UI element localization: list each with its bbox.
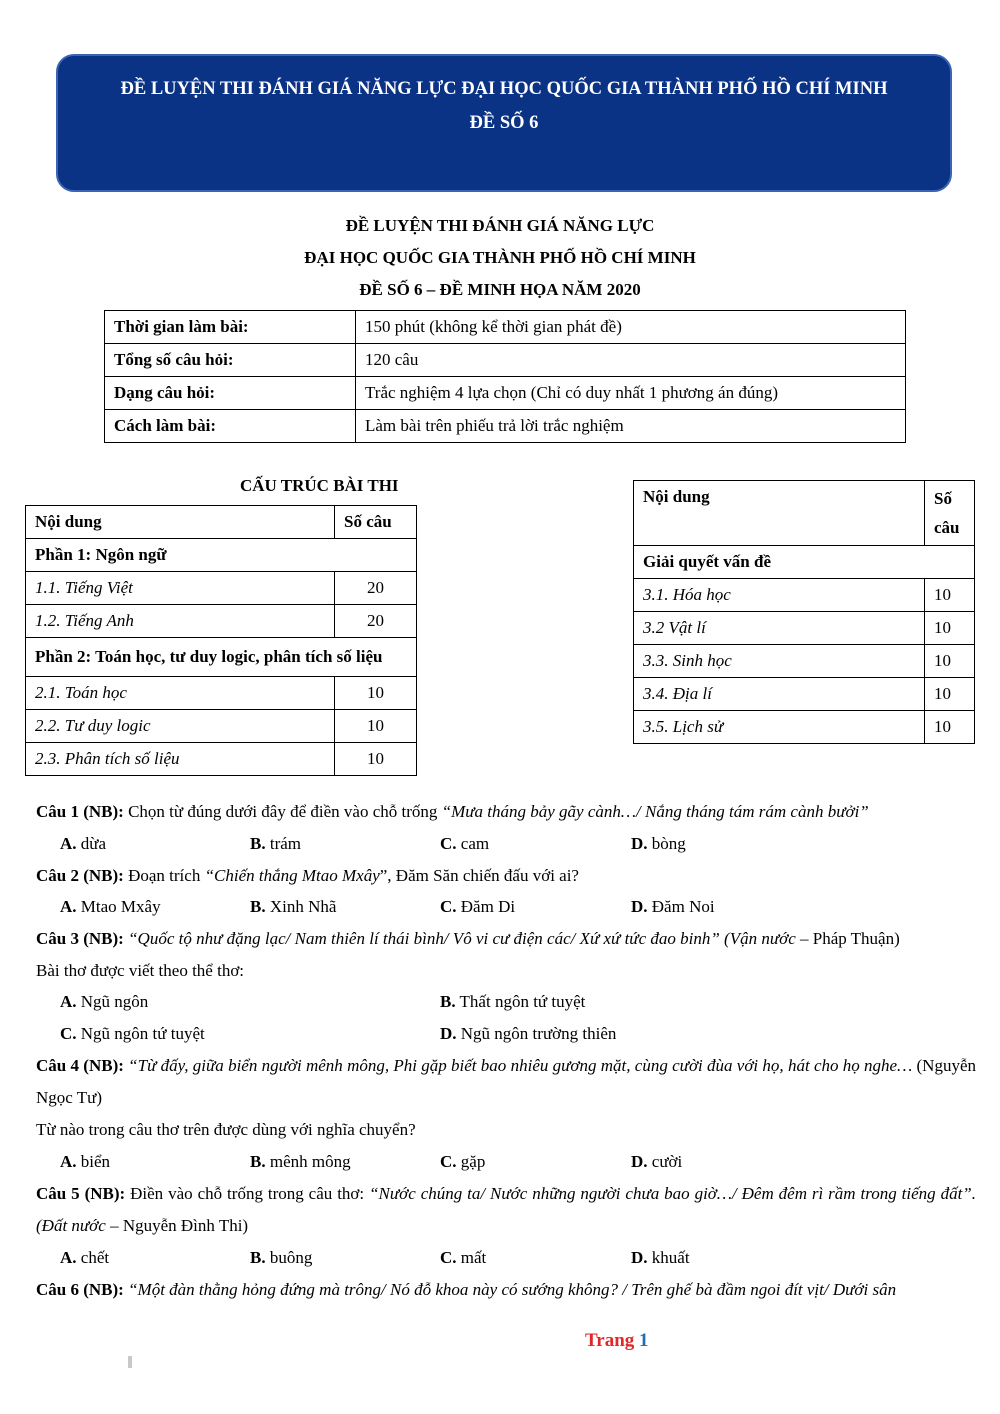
question-1-options — [60, 828, 960, 860]
question-quote: “Chiến thắng Mtao Mxây — [204, 866, 380, 885]
scan-mark — [128, 1356, 132, 1368]
question-label: Câu 3 (NB): — [36, 929, 124, 948]
part-heading: Phần 2: Toán học, tư duy logic, phân tích số liệu — [26, 638, 417, 677]
info-value: 150 phút (không kể thời gian phát đề) — [356, 311, 906, 344]
info-value: Trắc nghiệm 4 lựa chọn (Chỉ có duy nhất 1 phương án đúng) — [356, 377, 906, 410]
structure-table-left — [25, 505, 417, 776]
question-1 — [36, 796, 976, 828]
question-2 — [36, 860, 976, 892]
section-count: 10 — [335, 710, 417, 743]
option-d: D. Ngũ ngôn trường thiên — [440, 1024, 617, 1043]
question-text: (Nguyễn Ngọc Tư) — [36, 1056, 976, 1107]
section-name: 1.2. Tiếng Anh — [26, 605, 335, 638]
table-row — [26, 572, 417, 605]
section-count: 20 — [335, 605, 417, 638]
question-3 — [36, 923, 976, 987]
doc-title-line1: ĐỀ LUYỆN THI ĐÁNH GIÁ NĂNG LỰC — [345, 216, 655, 235]
section-name: 3.1. Hóa học — [634, 579, 925, 612]
section-count: 10 — [925, 645, 975, 678]
table-row — [634, 546, 975, 579]
section-count: 10 — [925, 579, 975, 612]
table-row — [634, 579, 975, 612]
question-text: – Pháp Thuận) — [795, 929, 900, 948]
option-c: C. cam — [440, 834, 490, 853]
header-banner — [56, 54, 952, 192]
section-count: 10 — [925, 711, 975, 744]
table-row — [26, 743, 417, 776]
section-name: 2.3. Phân tích số liệu — [26, 743, 335, 776]
option-c: C. mất — [440, 1248, 487, 1267]
table-row — [105, 311, 906, 344]
question-text: Chọn từ đúng dưới đây để điền vào chỗ trống — [123, 802, 442, 821]
part-heading: Phần 1: Ngôn ngữ — [26, 539, 417, 572]
table-row — [26, 710, 417, 743]
question-label: Câu 4 (NB): — [36, 1056, 124, 1075]
option-d: D. Đăm Noi — [631, 897, 715, 916]
question-label: Câu 5 (NB): — [36, 1184, 126, 1203]
section-name: 2.2. Tư duy logic — [26, 710, 335, 743]
section-count: 20 — [335, 572, 417, 605]
option-d: D. khuất — [631, 1248, 690, 1267]
page-value: 1 — [639, 1330, 649, 1351]
question-text: – Nguyễn Đình Thi) — [105, 1216, 249, 1235]
question-5-options — [60, 1242, 960, 1274]
question-quote: “Nước chúng ta/ Nước những người chưa bao giờ…/ Đêm đêm rì rầm trong tiếng đất”. (Đất nước — [36, 1184, 976, 1235]
table-row — [26, 605, 417, 638]
section-name: 3.3. Sinh học — [634, 645, 925, 678]
question-quote: “Từ đấy, giữa biển người mênh mông, Phi gặp biết bao nhiêu gương mặt, cùng cười đùa với họ, hát cho họ nghe… — [123, 1056, 913, 1075]
info-label: Tổng số câu hỏi: — [105, 344, 356, 377]
info-value: 120 câu — [356, 344, 906, 377]
option-b: B. trám — [250, 834, 301, 853]
table-row — [634, 481, 975, 546]
structure-title: CẤU TRÚC BÀI THI — [240, 476, 399, 495]
option-c: C. Ngũ ngôn tứ tuyệt — [60, 1024, 205, 1043]
section-name: 3.4. Địa lí — [634, 678, 925, 711]
option-a: A. biển — [60, 1152, 111, 1171]
info-label: Dạng câu hỏi: — [105, 377, 356, 410]
page-word: Trang — [585, 1330, 635, 1351]
banner-title: ĐỀ LUYỆN THI ĐÁNH GIÁ NĂNG LỰC ĐẠI HỌC QUỐC GIA THÀNH PHỐ HỒ CHÍ MINH — [120, 79, 888, 99]
question-text: ”, Đăm Săn chiến đấu với ai? — [379, 866, 579, 885]
table-row — [26, 506, 417, 539]
question-quote: “Quốc tộ như đặng lạc/ Nam thiên lí thái bình/ Vô vi cư điện các/ Xứ xứ tức đao binh” (Vận nước — [123, 929, 796, 948]
banner-subtitle: ĐỀ SỐ 6 — [469, 113, 539, 133]
table-row — [634, 711, 975, 744]
section-count: 10 — [925, 678, 975, 711]
table-row — [26, 638, 417, 677]
section-name: 3.2 Vật lí — [634, 612, 925, 645]
section-count: 10 — [335, 677, 417, 710]
column-header: Nội dung — [634, 481, 925, 546]
option-c: C. gặp — [440, 1152, 486, 1171]
question-label: Câu 2 (NB): — [36, 866, 124, 885]
section-name: 2.1. Toán học — [26, 677, 335, 710]
table-row — [105, 410, 906, 443]
question-label: Câu 1 (NB): — [36, 802, 124, 821]
structure-table-right — [633, 480, 975, 744]
question-text: Đoạn trích — [123, 866, 205, 885]
section-name: 1.1. Tiếng Việt — [26, 572, 335, 605]
info-label: Cách làm bài: — [105, 410, 356, 443]
question-2-options — [60, 891, 960, 923]
part-heading: Giải quyết vấn đề — [634, 546, 975, 579]
question-6 — [36, 1274, 976, 1306]
section-count: 10 — [925, 612, 975, 645]
question-4 — [36, 1050, 976, 1146]
section-name: 3.5. Lịch sử — [634, 711, 925, 744]
table-row — [105, 344, 906, 377]
option-b: B. Xinh Nhã — [250, 897, 337, 916]
table-row — [105, 377, 906, 410]
info-label: Thời gian làm bài: — [105, 311, 356, 344]
question-prompt: Từ nào trong câu thơ trên được dùng với nghĩa chuyển? — [36, 1120, 416, 1139]
question-quote: “Một đàn thằng hỏng đứng mà trông/ Nó đỗ khoa này có sướng không? / Trên ghế bà đầm ngoi đít vịt/ Dưới sân — [123, 1280, 897, 1299]
section-count: 10 — [335, 743, 417, 776]
option-b: B. Thất ngôn tứ tuyệt — [440, 992, 586, 1011]
option-d: D. cười — [631, 1152, 683, 1171]
option-b: B. mênh mông — [250, 1152, 351, 1171]
column-header: Số câu — [925, 481, 975, 546]
option-a: A. Ngũ ngôn — [60, 992, 149, 1011]
option-a: A. dừa — [60, 834, 107, 853]
option-a: A. chết — [60, 1248, 110, 1267]
table-row — [634, 645, 975, 678]
info-value: Làm bài trên phiếu trả lời trắc nghiệm — [356, 410, 906, 443]
question-3-options-row2 — [60, 1018, 960, 1050]
question-quote: “Mưa tháng bảy gãy cành…/ Nắng tháng tám rám cành bưởi” — [441, 802, 869, 821]
table-row — [634, 612, 975, 645]
option-a: A. Mtao Mxây — [60, 897, 161, 916]
table-row — [634, 678, 975, 711]
option-c: C. Đăm Di — [440, 897, 516, 916]
question-3-options-row1 — [60, 986, 960, 1018]
option-b: B. buông — [250, 1248, 313, 1267]
question-text: Điền vào chỗ trống trong câu thơ: — [125, 1184, 370, 1203]
table-row — [26, 677, 417, 710]
doc-title-line2: ĐẠI HỌC QUỐC GIA THÀNH PHỐ HỒ CHÍ MINH — [304, 248, 696, 267]
exam-info-table — [104, 310, 906, 443]
option-d: D. bòng — [631, 834, 686, 853]
question-4-options — [60, 1146, 960, 1178]
question-5 — [36, 1178, 976, 1242]
question-label: Câu 6 (NB): — [36, 1280, 124, 1299]
table-row — [26, 539, 417, 572]
page-number — [585, 1330, 649, 1352]
doc-title-line3: ĐỀ SỐ 6 – ĐỀ MINH HỌA NĂM 2020 — [359, 280, 641, 299]
column-header: Nội dung — [26, 506, 335, 539]
column-header: Số câu — [335, 506, 417, 539]
question-prompt: Bài thơ được viết theo thể thơ: — [36, 961, 245, 980]
